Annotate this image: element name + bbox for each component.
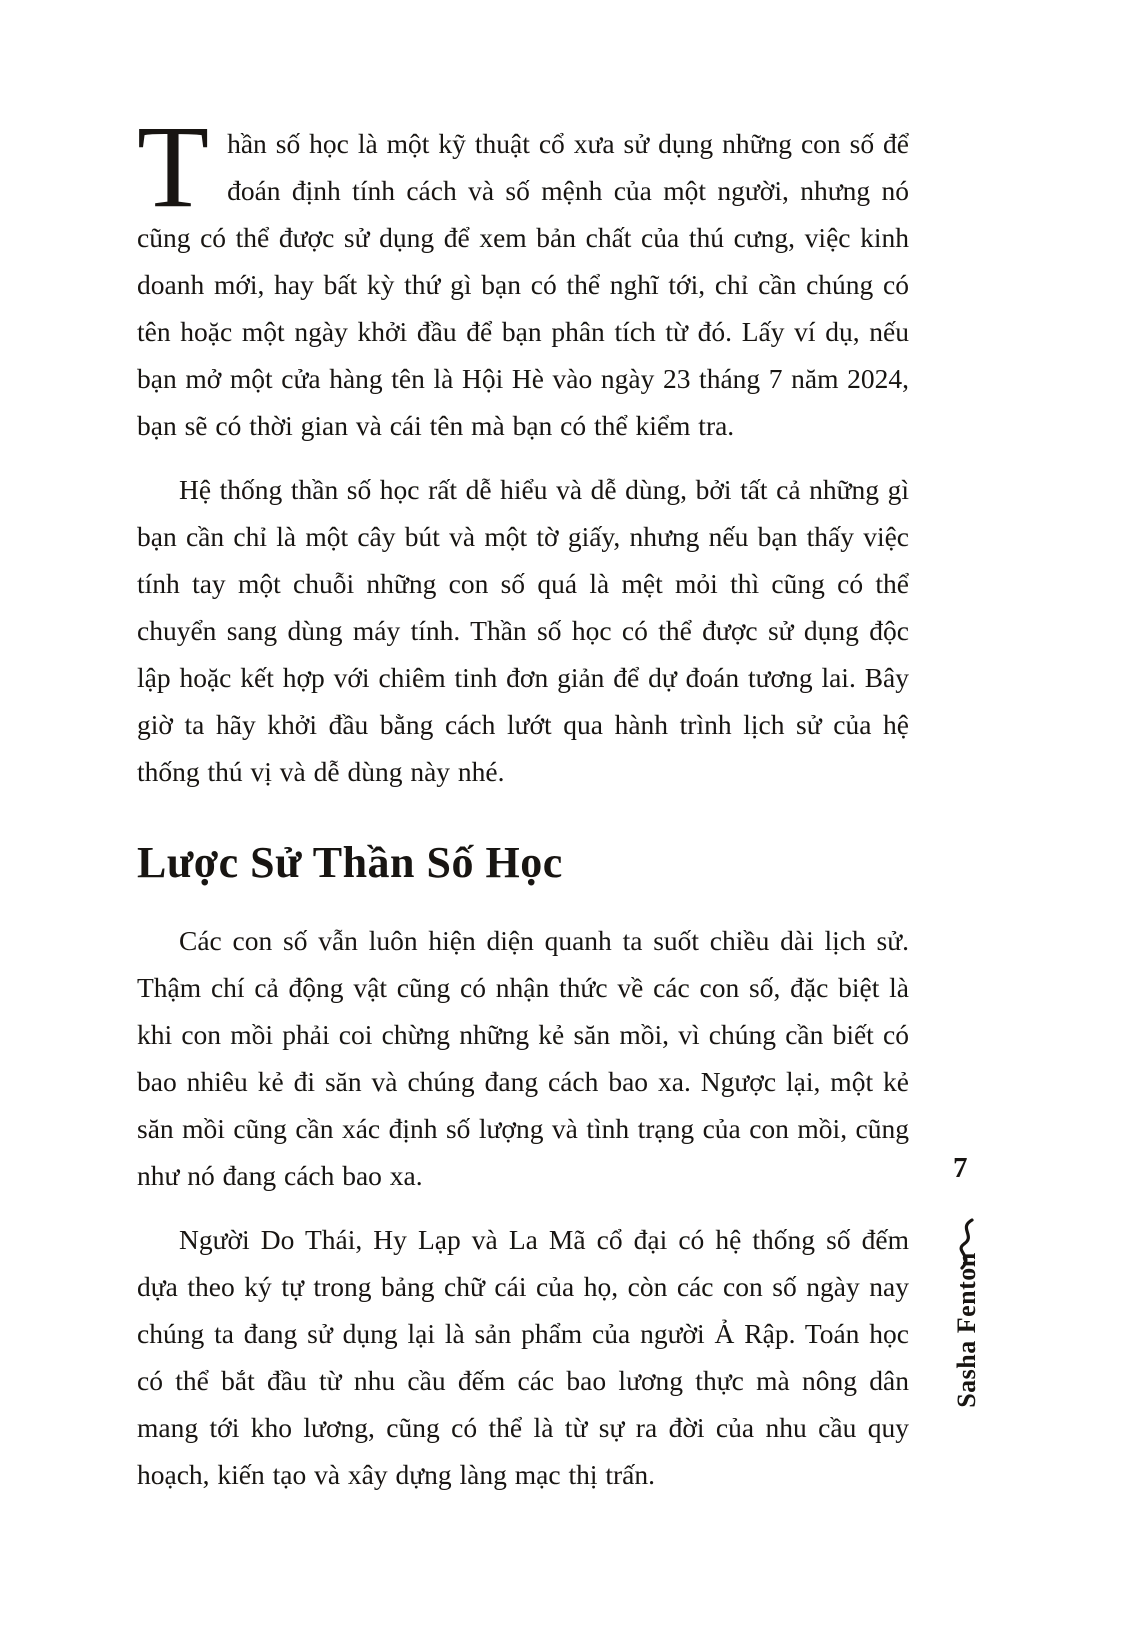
paragraph-intro: [137, 101, 909, 449]
text-column: [137, 101, 909, 1515]
drop-cap: T: [137, 101, 210, 232]
paragraph-ancient: Người Do Thái, Hy Lạp và La Mã cổ đại có hệ thống số đếm dựa theo ký tự trong bảng chữ cái của họ, còn các con số ngày nay chúng ta đang sử dụng lại là sản phẩm của người Ả Rập. Toán học có thể bắt đầu từ nhu cầu đếm các bao lương thực mà nông dân mang tới kho lương, cũng có thể là từ sự ra đời của nhu cầu quy hoạch, kiến tạo và xây dựng làng mạc thị trấn.: [137, 1224, 909, 1491]
author-sidebar: Sasha Fenton: [952, 1252, 981, 1408]
section-heading: Lược Sử Thần Số Học: [137, 838, 563, 887]
paragraph-history: Các con số vẫn luôn hiện diện quanh ta suốt chiều dài lịch sử. Thậm chí cả động vật cũng có nhận thức về các con số, đặc biệt là khi con mồi phải coi chừng những kẻ săn mồi, vì chúng cần biết có bao nhiêu kẻ đi săn và chúng đang cách bao xa. Ngược lại, một kẻ săn mồi cũng cần xác định số lượng và tình trạng của con mồi, cũng như nó đang cách bao xa.: [137, 925, 909, 1192]
paragraph-intro-text: hần số học là một kỹ thuật cổ xưa sử dụng những con số để đoán định tính cách và số mệnh của một người, nhưng nó cũng có thể được sử dụng để xem bản chất của thú cưng, việc kinh doanh mới, hay bất kỳ thứ gì bạn có thể nghĩ tới, chỉ cần chúng có tên hoặc một ngày khởi đầu để bạn phân tích từ đó. Lấy ví dụ, nếu bạn mở một cửa hàng tên là Hội Hè vào ngày 23 tháng 7 năm 2024, bạn sẽ có thời gian và cái tên mà bạn có thể kiểm tra.: [137, 128, 909, 441]
page-number: 7: [953, 1152, 968, 1184]
paragraph-system: Hệ thống thần số học rất dễ hiểu và dễ dùng, bởi tất cả những gì bạn cần chỉ là một cây bút và một tờ giấy, nhưng nếu bạn thấy việc tính tay một chuỗi những con số quá là mệt mỏi thì cũng có thể chuyển sang dùng máy tính. Thần số học có thể được sử dụng độc lập hoặc kết hợp với chiêm tinh đơn giản để dự đoán tương lai. Bây giờ ta hãy khởi đầu bằng cách lướt qua hành trình lịch sử của hệ thống thú vị và dễ dùng này nhé.: [137, 474, 909, 787]
